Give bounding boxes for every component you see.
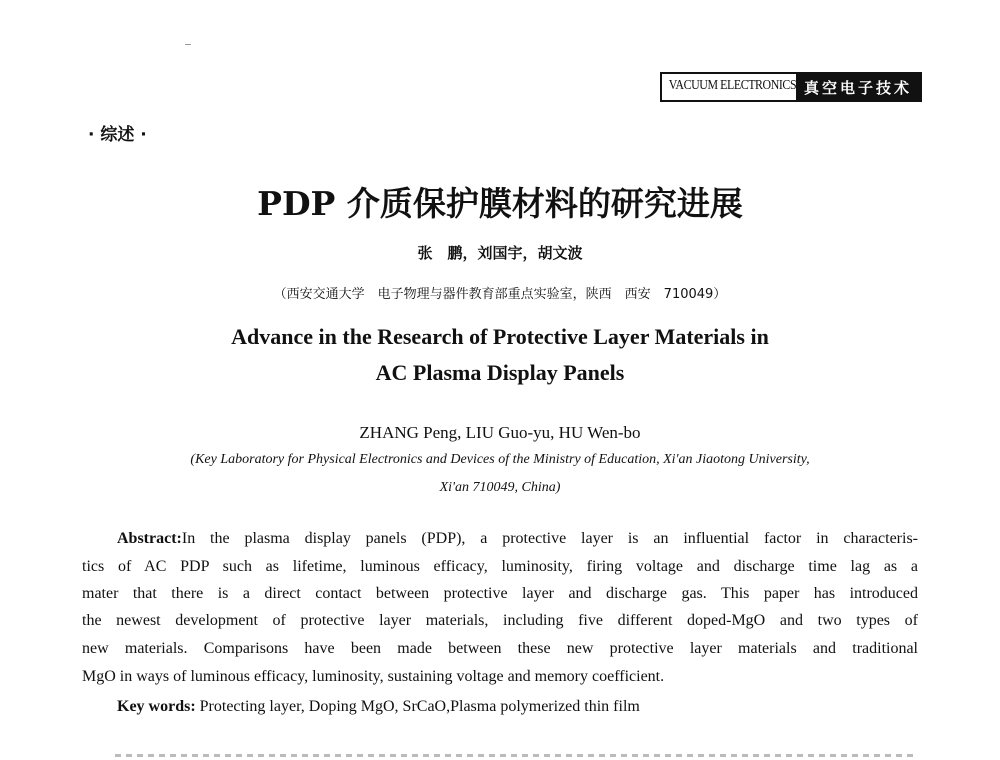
section-label: · 综述 · bbox=[88, 125, 147, 145]
journal-name-en: VACUUM ELECTRONICS bbox=[662, 74, 776, 100]
paper-title-cn: PDP 介质保护膜材料的研究进展 bbox=[257, 184, 743, 223]
cut-off-text-line bbox=[115, 754, 915, 757]
abstract-line: mater that there is a direct contact between protective layer and discharge gas. This paper has introduced bbox=[82, 585, 918, 602]
keywords-text: Protecting layer, Doping MgO, SrCaO,Plasma polymerized thin film bbox=[199, 698, 640, 715]
abstract-label: Abstract: bbox=[117, 530, 182, 547]
abstract-line: Abstract:In the plasma display panels (PDP), a protective layer is an influential factor in characteris- bbox=[117, 530, 918, 547]
affiliation-cn: （西安交通大学 电子物理与器件教育部重点实验室，陕西 西安 710049） bbox=[273, 287, 727, 302]
abstract-line: tics of AC PDP such as lifetime, luminous efficacy, luminosity, firing voltage and discharge time lag as a bbox=[82, 558, 918, 575]
authors-en: ZHANG Peng, LIU Guo-yu, HU Wen-bo bbox=[359, 423, 641, 442]
paper-title-en-line: AC Plasma Display Panels bbox=[375, 360, 625, 385]
keywords bbox=[117, 698, 953, 716]
paper-title-en-line: Advance in the Research of Protective Layer Materials in bbox=[231, 324, 769, 349]
authors-cn: 张 鹏，刘国宇，胡文波 bbox=[417, 244, 583, 262]
scan-mark bbox=[185, 44, 191, 45]
affiliation-en-line: Xi'an 710049, China) bbox=[439, 480, 561, 495]
journal-badge bbox=[660, 72, 922, 102]
keywords-label: Key words: bbox=[117, 698, 196, 715]
abstract-line: the newest development of protective layer materials, including five different doped-MgO and two types of bbox=[82, 612, 918, 629]
affiliation-en-line: (Key Laboratory for Physical Electronics and Devices of the Ministry of Education, Xi'an Jiaotong University, bbox=[190, 452, 810, 467]
abstract-line: MgO in ways of luminous efficacy, luminosity, sustaining voltage and memory coefficient. bbox=[82, 668, 665, 685]
abstract-line: new materials. Comparisons have been made between these new protective layer materials and traditional bbox=[82, 640, 918, 657]
journal-name-cn: 真空电子技术 bbox=[796, 74, 920, 100]
